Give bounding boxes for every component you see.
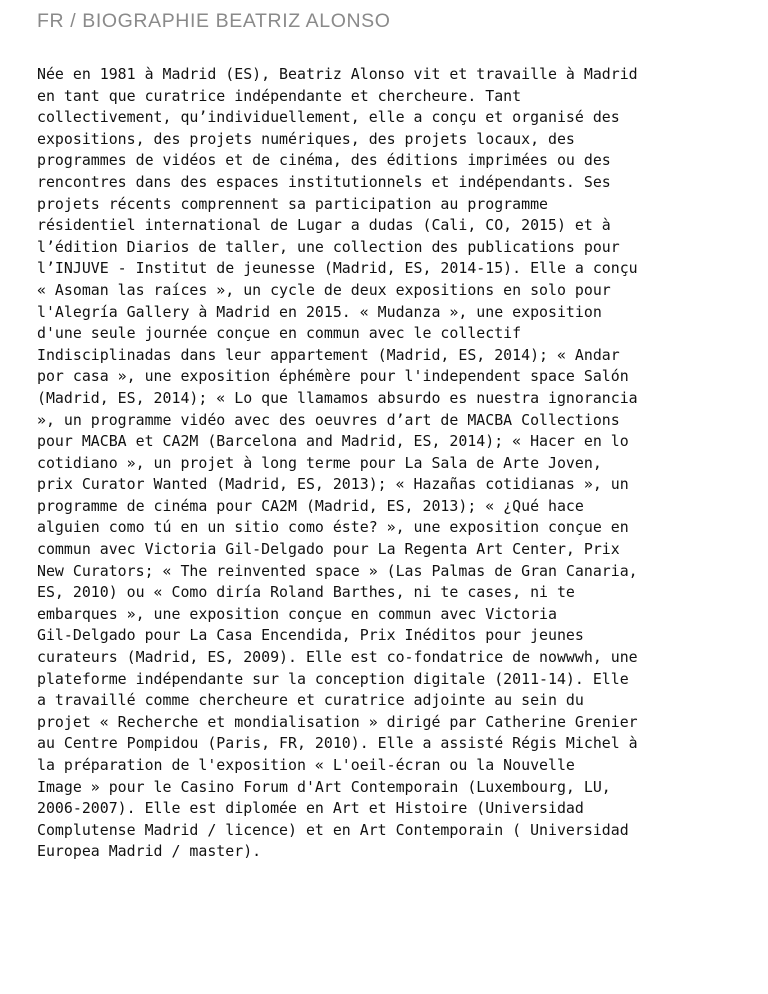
paragraph-line: ES, 2010) ou « Como diría Roland Barthes, ni te cases, ni te bbox=[37, 583, 575, 602]
paragraph-line: Gil-Delgado pour La Casa Encendida, Prix Inéditos pour jeunes bbox=[37, 626, 584, 645]
paragraph-line: en tant que curatrice indépendante et chercheure. Tant bbox=[37, 86, 522, 105]
paragraph-line: (Madrid, ES, 2014); « Lo que llamamos absurdo es nuestra ignorancia bbox=[37, 388, 638, 407]
paragraph-line: cotidiano », un projet à long terme pour La Sala de Arte Joven, bbox=[37, 453, 602, 472]
paragraph-line: prix Curator Wanted (Madrid, ES, 2013); « Hazañas cotidianas », un bbox=[37, 475, 629, 494]
paragraph-line: Indisciplinadas dans leur appartement (Madrid, ES, 2014); « Andar bbox=[37, 345, 620, 364]
paragraph-line: pour MACBA et CA2M (Barcelona and Madrid, ES, 2014); « Hacer en lo bbox=[37, 432, 629, 451]
paragraph-line: programmes de vidéos et de cinéma, des éditions imprimées ou des bbox=[37, 151, 611, 170]
paragraph-line: embarques », une exposition conçue en commun avec Victoria bbox=[37, 604, 557, 623]
paragraph-line: collectivement, qu’individuellement, elle a conçu et organisé des bbox=[37, 108, 620, 127]
paragraph-line: alguien como tú en un sitio como éste? », une exposition conçue en bbox=[37, 518, 629, 537]
paragraph-line: projets récents comprennent sa participation au programme bbox=[37, 194, 549, 213]
paragraph-line: Image » pour le Casino Forum d'Art Contemporain (Luxembourg, LU, bbox=[37, 777, 611, 796]
paragraph-line: Europea Madrid / master). bbox=[37, 842, 262, 861]
paragraph-line: por casa », une exposition éphémère pour l'independent space Salón bbox=[37, 367, 629, 386]
paragraph-line: au Centre Pompidou (Paris, FR, 2010). Elle a assisté Régis Michel à bbox=[37, 734, 638, 753]
paragraph-line: », un programme vidéo avec des oeuvres d’art de MACBA Collections bbox=[37, 410, 620, 429]
paragraph-line: 2006-2007). Elle est diplomée en Art et Histoire (Universidad bbox=[37, 799, 584, 818]
biography-page bbox=[37, 8, 737, 863]
paragraph-line: a travaillé comme chercheure et curatrice adjointe au sein du bbox=[37, 691, 584, 710]
page-title: FR / BIOGRAPHIE BEATRIZ ALONSO bbox=[37, 10, 391, 32]
paragraph-line: plateforme indépendante sur la conception digitale (2011-14). Elle bbox=[37, 669, 629, 688]
paragraph-line: l’INJUVE - Institut de jeunesse (Madrid, ES, 2014-15). Elle a conçu bbox=[37, 259, 638, 278]
paragraph-line: la préparation de l'exposition « L'oeil-écran ou la Nouvelle bbox=[37, 756, 575, 774]
paragraph-line: d'une seule journée conçue en commun avec le collectif bbox=[37, 324, 522, 343]
paragraph-line: New Curators; « The reinvented space » (Las Palmas de Gran Canaria, bbox=[37, 561, 638, 580]
paragraph-line: commun avec Victoria Gil-Delgado pour La Regenta Art Center, Prix bbox=[37, 540, 620, 559]
paragraph-line: curateurs (Madrid, ES, 2009). Elle est co-fondatrice de nowwwh, une bbox=[37, 648, 638, 667]
paragraph-line: expositions, des projets numériques, des projets locaux, des bbox=[37, 129, 575, 148]
paragraph-line: Complutense Madrid / licence) et en Art Contemporain ( Universidad bbox=[37, 820, 629, 839]
paragraph-line: rencontres dans des espaces institutionnels et indépendants. Ses bbox=[37, 172, 611, 191]
paragraph-line: résidentiel international de Lugar a dudas (Cali, CO, 2015) et à bbox=[37, 216, 611, 235]
biography-paragraph bbox=[37, 64, 737, 863]
paragraph-line: projet « Recherche et mondialisation » dirigé par Catherine Grenier bbox=[37, 712, 638, 731]
paragraph-line: l’édition Diarios de taller, une collection des publications pour bbox=[37, 237, 620, 256]
paragraph-line: Née en 1981 à Madrid (ES), Beatriz Alonso vit et travaille à Madrid bbox=[37, 65, 638, 83]
paragraph-line: « Asoman las raíces », un cycle de deux expositions en solo pour bbox=[37, 280, 611, 299]
paragraph-line: l'Alegría Gallery à Madrid en 2015. « Mudanza », une exposition bbox=[37, 302, 602, 321]
paragraph-line: programme de cinéma pour CA2M (Madrid, ES, 2013); « ¿Qué hace bbox=[37, 496, 584, 515]
